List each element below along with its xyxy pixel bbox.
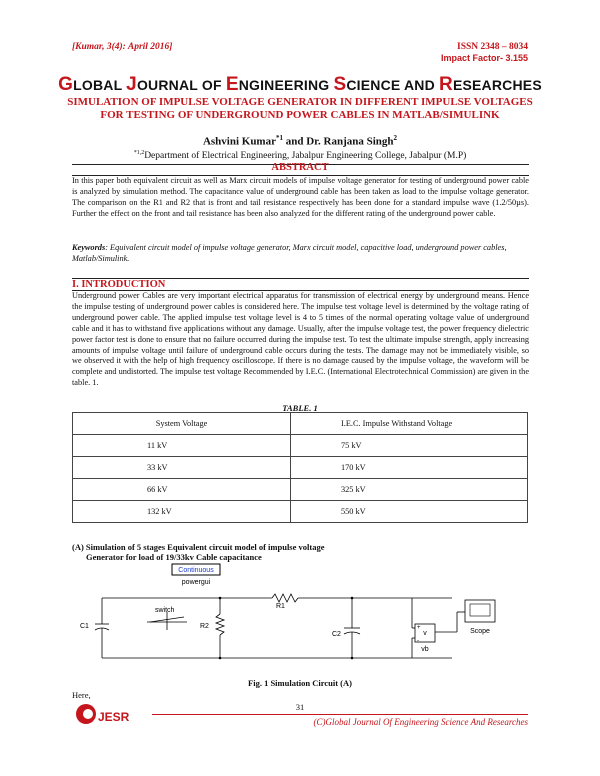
citation: [Kumar, 3(4): April 2016] <box>72 42 173 52</box>
table-cell: 132 kV <box>73 501 291 523</box>
subsection-line2: Generator for load of 19/33kv Cable capacitance <box>86 552 262 562</box>
table-cell: 11 kV <box>73 435 291 457</box>
table-row <box>73 479 528 501</box>
copyright: (C)Global Journal Of Engineering Science And Researches <box>313 717 528 727</box>
table-cell: 33 kV <box>73 457 291 479</box>
keywords: Keywords: Equivalent circuit model of impulse voltage generator, Marx circuit model, capacitive load, underground power cables, Matlab/Simulink. <box>72 243 507 263</box>
jesr-logo <box>72 700 152 728</box>
r1-label: R1 <box>276 603 285 610</box>
continuous-label: Continuous <box>178 567 214 574</box>
scope-label: Scope <box>470 628 490 635</box>
powergui-label: powergui <box>181 579 211 586</box>
section-heading: I. INTRODUCTION <box>72 279 166 290</box>
table-row <box>73 457 528 479</box>
table-caption: TABLE. 1 <box>282 403 318 413</box>
c1-label: C1 <box>80 623 89 630</box>
switch-label: switch <box>155 607 175 614</box>
page-number: 31 <box>295 702 305 712</box>
footer-rule <box>152 714 528 715</box>
subsection-line1: (A) Simulation of 5 stages Equivalent circuit model of impulse voltage <box>72 542 325 552</box>
minus-sign: - <box>417 638 419 644</box>
table-header-row <box>73 413 528 435</box>
voltmeter-v: v <box>423 630 427 637</box>
svg-text:JESR: JESR <box>98 710 130 724</box>
paragraph-start: Here, <box>72 690 91 700</box>
affiliation: $^{*1,2}$Department of Electrical Engineering, Jabalpur Engineering College, Jabalpur (M.P) <box>133 150 467 162</box>
table-cell: 550 kV <box>291 501 528 523</box>
abstract-text: In this paper both equivalent circuit as well as Marx circuit models of impulse voltage generator for testing of underground power cable is analyzed by simulation method. The capacitance value of underground cable has been taken as load to the impulse voltage generator. The comparison on the R1 and R2 that is front and tail resistance respectively has been done for a standard impulse wave (1.2/50µs). Further the effect on the front and tail resistance has been also analyzed for the different rating of the underground power cable. <box>72 176 529 218</box>
table-header: System Voltage <box>73 413 291 435</box>
simulation-circuit <box>72 562 532 674</box>
voltage-table <box>72 412 528 523</box>
table-cell: 66 kV <box>73 479 291 501</box>
issn: ISSN 2348 – 8034 <box>457 42 528 52</box>
table-cell: 75 kV <box>291 435 528 457</box>
vb-label: vb <box>421 646 429 653</box>
intro-text: Underground power Cables are very important electrical apparatus for transmission of electrical energy by underground means. Hence the impulse testing of underground power cables is considered here. The impulse test voltage level is determined by the voltage rating of underground power cable. The applied impulse test voltage level is 4 to 5 times of the normal operating voltage value of underground cable and it has to withstand five applications without any damage. Usually, after the impulse voltage test, the power frequency dielectric power factor test is done to ensure that no failure occurred during the impulse test. To test the ultimate impulse strength, apply increasing amounts of impulse voltage until failure of underground cable occurs during the tests. The damage may not be immediately visible, so we observed it with the help of high frequency oscilloscope. If there is no damage caused by the impulse voltage, the waveform will be complete and undistorted. The impulse test voltage Recommended by I.E.C. (International Electrotechnical Commission) are given in the table. 1. <box>72 291 529 388</box>
abstract-heading: ABSTRACT <box>271 162 329 173</box>
table-cell: 325 kV <box>291 479 528 501</box>
table-row <box>73 501 528 523</box>
c2-label: C2 <box>332 631 341 638</box>
r2-label: R2 <box>200 623 209 630</box>
table-row <box>73 435 528 457</box>
journal-name: GLOBAL JOURNAL OF ENGINEERING SCIENCE AND RESEARCHES <box>58 74 542 95</box>
authors: Ashvini Kumar$^{*1}$ and Dr. Ranjana Singh$^2$ <box>202 134 398 148</box>
table-cell: 170 kV <box>291 457 528 479</box>
table-header: I.E.C. Impulse Withstand Voltage <box>291 413 528 435</box>
impact-factor: Impact Factor- 3.155 <box>440 53 528 63</box>
paper-title: SIMULATION OF IMPULSE VOLTAGE GENERATOR IN DIFFERENT IMPULSE VOLTAGES FOR TESTING OF UNDERGROUND POWER CABLES IN MATLAB/SIMULINK <box>67 96 533 121</box>
figure-caption: Fig. 1 Simulation Circuit (A) <box>248 678 352 688</box>
plus-sign: + <box>417 625 421 631</box>
